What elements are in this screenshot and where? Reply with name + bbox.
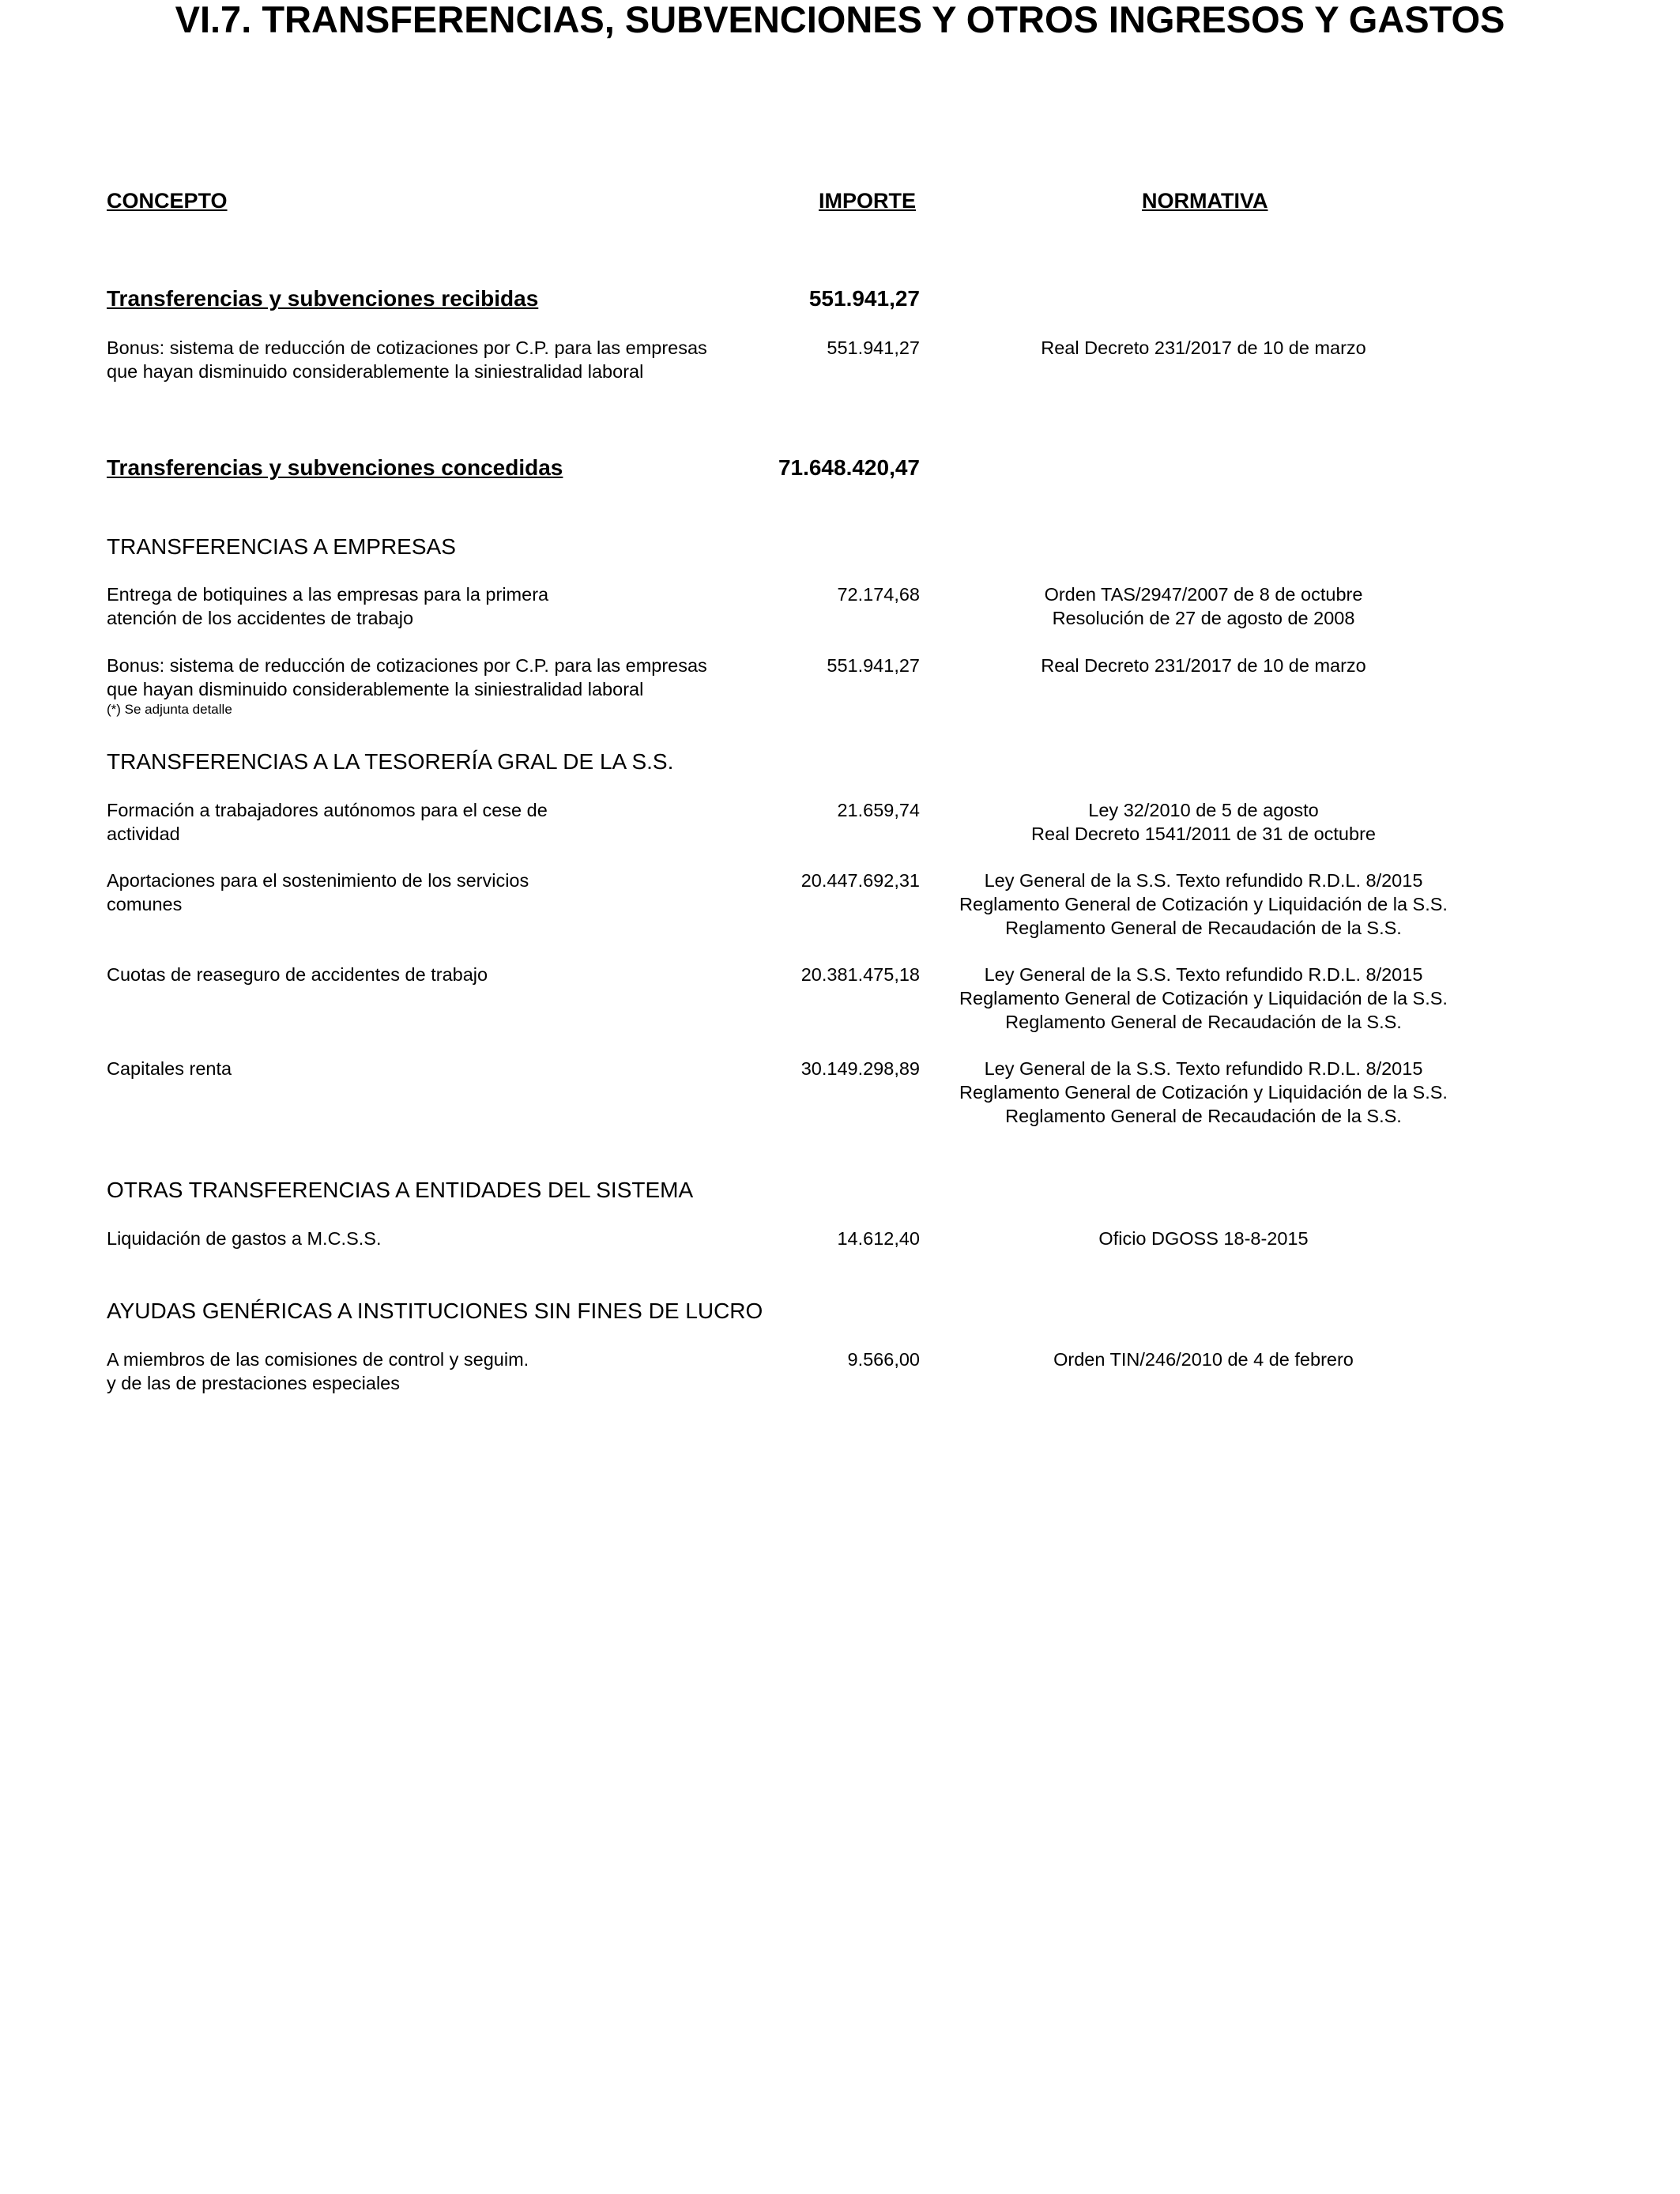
norm-line: Real Decreto 231/2017 de 10 de marzo <box>1041 337 1366 358</box>
section-concedidas-label: Transferencias y subvenciones concedidas <box>107 455 563 480</box>
amount-cell: 20.381.475,18 <box>800 964 920 985</box>
amount-cell: 14.612,40 <box>837 1228 920 1249</box>
concept-note: (*) Se adjunta detalle <box>107 702 232 717</box>
concept-cell <box>107 1227 381 1250</box>
concept-cell <box>107 869 529 916</box>
concept-line: Bonus: sistema de reducción de cotizaciones por C.P. para las empresas <box>107 337 707 358</box>
concept-line: Capitales renta <box>107 1058 232 1079</box>
concept-line: A miembros de las comisiones de control y seguim. <box>107 1349 529 1370</box>
norm-cell <box>903 798 1504 846</box>
norm-line: Reglamento General de Cotización y Liquidación de la S.S. <box>959 1082 1448 1103</box>
section-concedidas-amount: 71.648.420,47 <box>778 455 920 480</box>
norm-line: Reglamento General de Cotización y Liquidación de la S.S. <box>959 894 1448 914</box>
subsection-tesoreria-heading: TRANSFERENCIAS A LA TESORERÍA GRAL DE LA S.S. <box>107 749 674 774</box>
amount-cell: 72.174,68 <box>837 584 920 605</box>
concept-cell <box>107 963 488 986</box>
section-recibidas-label: Transferencias y subvenciones recibidas <box>107 286 539 311</box>
concept-line: Formación a trabajadores autónomos para el cese de <box>107 800 548 820</box>
subsection-ayudas-heading: AYUDAS GENÉRICAS A INSTITUCIONES SIN FINES DE LUCRO <box>107 1299 763 1323</box>
norm-line: Real Decreto 1541/2011 de 31 de octubre <box>1031 824 1376 844</box>
amount-cell: 9.566,00 <box>847 1349 920 1370</box>
concept-line: Aportaciones para el sostenimiento de los servicios <box>107 870 529 891</box>
norm-line: Oficio DGOSS 18-8-2015 <box>1098 1228 1309 1249</box>
norm-cell <box>903 654 1504 677</box>
norm-line: Ley General de la S.S. Texto refundido R.D.L. 8/2015 <box>984 870 1423 891</box>
concept-line: que hayan disminuido considerablemente la siniestralidad laboral <box>107 361 644 382</box>
norm-line: Ley General de la S.S. Texto refundido R.D.L. 8/2015 <box>984 964 1423 985</box>
subsection-empresas-heading: TRANSFERENCIAS A EMPRESAS <box>107 534 456 559</box>
concept-line: Liquidación de gastos a M.C.S.S. <box>107 1228 382 1249</box>
concept-line: atención de los accidentes de trabajo <box>107 608 414 628</box>
header-normativa: NORMATIVA <box>1142 189 1268 213</box>
concept-line: comunes <box>107 894 183 914</box>
norm-line: Real Decreto 231/2017 de 10 de marzo <box>1041 655 1366 676</box>
concept-cell <box>107 798 548 846</box>
concept-cell <box>107 1057 232 1080</box>
norm-line: Resolución de 27 de agosto de 2008 <box>1052 608 1355 628</box>
header-importe: IMPORTE <box>819 189 917 213</box>
norm-line: Ley 32/2010 de 5 de agosto <box>1088 800 1319 820</box>
norm-line: Reglamento General de Cotización y Liquidación de la S.S. <box>959 988 1448 1008</box>
norm-line: Reglamento General de Recaudación de la S.S. <box>1005 918 1402 938</box>
norm-line: Orden TIN/246/2010 de 4 de febrero <box>1053 1349 1354 1370</box>
amount-cell: 30.149.298,89 <box>800 1058 920 1079</box>
norm-cell <box>903 582 1504 630</box>
section-recibidas-amount: 551.941,27 <box>808 286 920 311</box>
concept-line: Entrega de botiquines a las empresas para la primera <box>107 584 549 605</box>
concept-line: Bonus: sistema de reducción de cotizaciones por C.P. para las empresas <box>107 655 707 676</box>
concept-cell <box>107 1348 529 1395</box>
norm-cell <box>903 1057 1504 1128</box>
norm-cell <box>903 1227 1504 1250</box>
amount-cell: 20.447.692,31 <box>800 870 920 891</box>
concept-line: y de las de prestaciones especiales <box>107 1373 400 1393</box>
page-title: VI.7. TRANSFERENCIAS, SUBVENCIONES Y OTROS INGRESOS Y GASTOS <box>175 0 1505 40</box>
amount-cell: 21.659,74 <box>837 800 920 820</box>
norm-cell <box>903 336 1504 360</box>
norm-line: Ley General de la S.S. Texto refundido R.D.L. 8/2015 <box>984 1058 1423 1079</box>
norm-line: Reglamento General de Recaudación de la S.S. <box>1005 1106 1402 1126</box>
concept-line: que hayan disminuido considerablemente la siniestralidad laboral <box>107 679 644 699</box>
concept-line: actividad <box>107 824 180 844</box>
norm-line: Reglamento General de Recaudación de la S.S. <box>1005 1012 1402 1032</box>
subsection-otras-heading: OTRAS TRANSFERENCIAS A ENTIDADES DEL SISTEMA <box>107 1178 694 1202</box>
amount-cell: 551.941,27 <box>827 655 920 676</box>
norm-cell <box>903 869 1504 940</box>
header-concepto: CONCEPTO <box>107 189 228 213</box>
norm-cell <box>903 963 1504 1034</box>
concept-line: Cuotas de reaseguro de accidentes de trabajo <box>107 964 488 985</box>
concept-cell <box>107 582 548 630</box>
amount-cell: 551.941,27 <box>827 337 920 358</box>
norm-cell <box>903 1348 1504 1371</box>
norm-line: Orden TAS/2947/2007 de 8 de octubre <box>1044 584 1363 605</box>
